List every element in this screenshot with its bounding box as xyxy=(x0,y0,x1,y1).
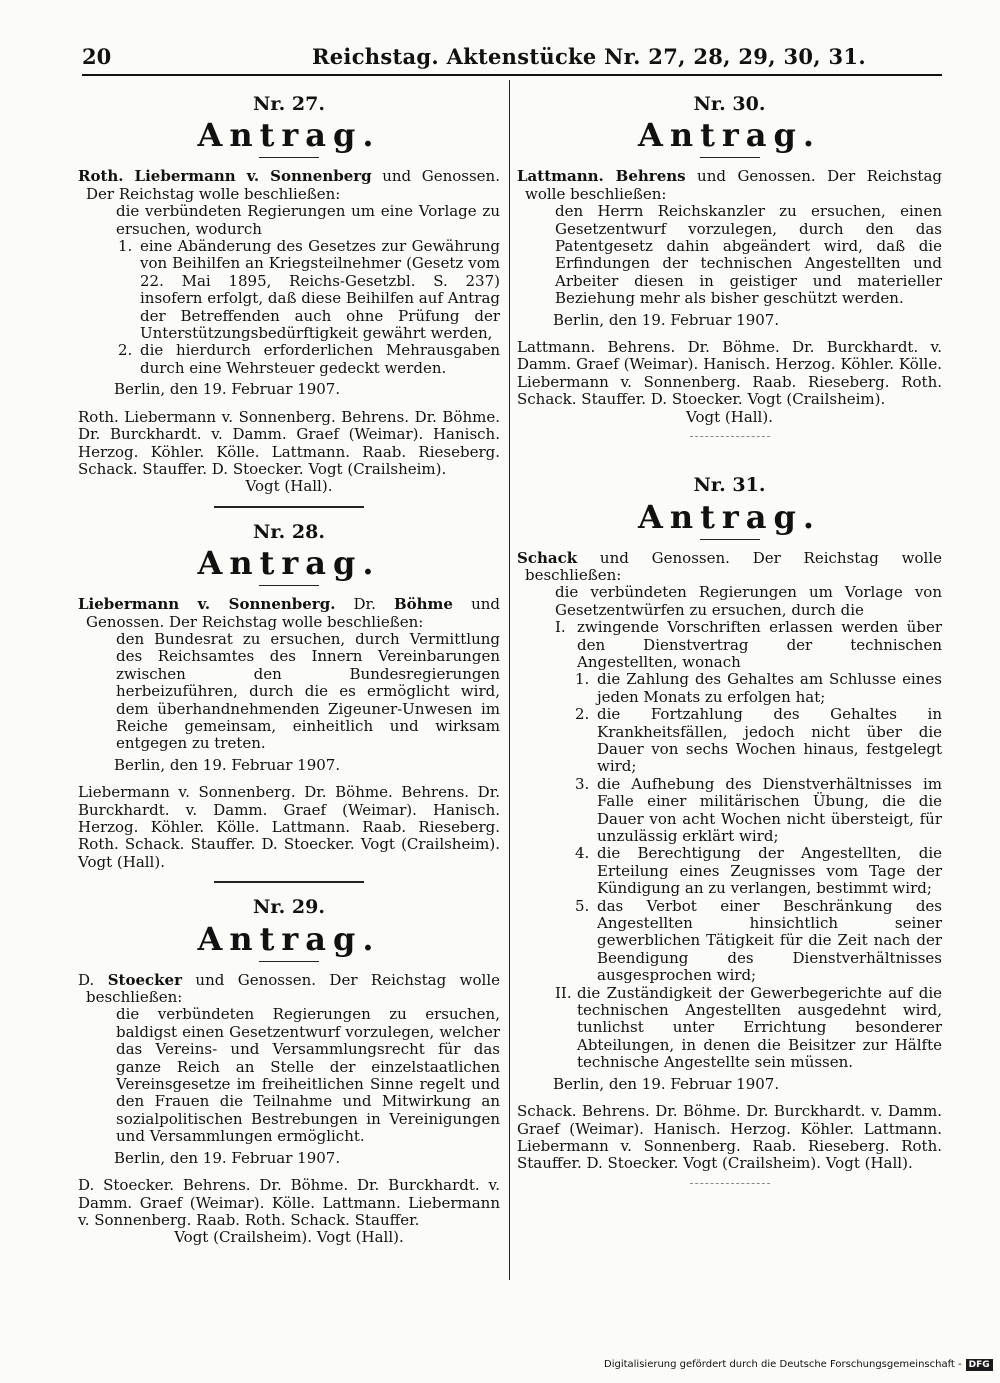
page-number: 20 xyxy=(82,44,112,69)
intro-text: Dr. xyxy=(335,595,394,614)
running-title: Reichstag. Aktenstücke Nr. 27, 28, 29, 30, 31. xyxy=(312,44,866,69)
motion-date: Berlin, den 19. Februar 1907. xyxy=(553,1074,780,1093)
motion-title: Antrag. xyxy=(197,919,381,958)
motion-title: Antrag. xyxy=(197,544,381,583)
motion-30 xyxy=(517,93,942,437)
item-text: die Berechtigung der Angestellten, die Erteilung eines Zeugnisses vom Tage der Kündigung an zu verlangen, bestimmt wird; xyxy=(597,844,942,898)
motion-body: die verbündeten Regierungen um Vorlage von Gesetzentwürfen zu ersuchen, durch die xyxy=(555,583,942,619)
section-rule xyxy=(690,1183,770,1184)
list-item xyxy=(575,845,942,897)
motion-number: Nr. 29. xyxy=(253,896,325,919)
footer-text: Digitalisierung gefördert durch die Deutsche Forschungsgemeinschaft - xyxy=(604,1359,962,1370)
motion-number: Nr. 28. xyxy=(253,520,325,543)
list-item xyxy=(118,342,500,377)
section-rule xyxy=(214,881,364,883)
motion-title: Antrag. xyxy=(638,116,821,155)
item-text: die Zahlung des Gehaltes am Schlusse eines jeden Monats zu erfolgen hat; xyxy=(597,670,942,706)
motion-28 xyxy=(78,520,500,884)
intro-text: und Genossen. Der Reichstag wolle beschließen: xyxy=(86,595,500,631)
section-rule xyxy=(690,436,770,437)
list-item xyxy=(575,776,942,846)
signatories: D. Stoecker. Behrens. Dr. Böhme. Dr. Burckhardt. v. Damm. Graef (Weimar). Kölle. Lattmann. Liebermann v. Sonnenberg. Raab. Roth. Schack. Stauffer. xyxy=(78,1176,500,1229)
intro-text: und Genossen. Der Reichstag wolle beschließen: xyxy=(525,167,942,203)
motion-29 xyxy=(78,896,500,1247)
intro-prefix: D. xyxy=(78,970,108,989)
item-text: die Fortzahlung des Gehaltes in Krankheitsfällen, jedoch nicht über die Dauer von sechs Wochen hinaus, festgelegt wird; xyxy=(597,705,942,776)
item-text: das Verbot einer Beschränkung des Angestellten hinsichtlich seiner gewerblichen Tätigkeit für die Zeit nach der Beendigung des Dienstverhältnisses ausgesprochen wird; xyxy=(597,896,942,985)
signatories: Roth. Liebermann v. Sonnenberg. Behrens. Dr. Böhme. Dr. Burckhardt. v. Damm. Graef (Weimar). Hanisch. Herzog. Köhler. Kölle. Lattmann. Raab. Rieseberg. Schack. Stauffer. D. Stoecker. Vogt (Crailsheim). xyxy=(78,407,500,478)
motion-body: den Herrn Reichskanzler zu ersuchen, einen Gesetzentwurf vorzulegen, durch den das Patentgesetz dahin abgeändert wird, daß die Erfindungen der technischen Angestellten und Arbeiter diesen in geistiger und materieller Beziehung mehr als bisher geschützt werden. xyxy=(555,202,942,308)
roman-number: II. xyxy=(555,983,572,1002)
motion-date: Berlin, den 19. Februar 1907. xyxy=(553,310,780,329)
motion-number: Nr. 31. xyxy=(693,474,766,497)
proposer-names: Liebermann v. Sonnenberg. xyxy=(78,595,336,614)
motion-intro xyxy=(78,972,500,1007)
list-item xyxy=(118,238,500,342)
title-rule xyxy=(259,585,319,586)
motion-number: Nr. 30. xyxy=(693,93,766,115)
dfg-logo: DFG xyxy=(966,1359,993,1371)
motion-date: Berlin, den 19. Februar 1907. xyxy=(114,1148,341,1167)
proposer-names: Roth. Liebermann v. Sonnenberg xyxy=(78,167,372,186)
item-number: 5. xyxy=(575,896,590,915)
motion-title: Antrag. xyxy=(638,497,821,536)
intro-text: und Genossen. Der Reichstag wolle beschließen: xyxy=(86,970,500,1007)
motion-date: Berlin, den 19. Februar 1907. xyxy=(114,380,341,399)
item-text: die hierdurch erforderlichen Mehrausgaben durch eine Wehrsteuer gedeckt werden. xyxy=(140,341,500,377)
motion-title: Antrag. xyxy=(197,116,381,155)
roman-text: die Zuständigkeit der Gewerbegerichte auf die technischen Angestellten ausgedehnt wird, tunlichst unter Errichtung besonderer Abteilungen, in denen die Beisitzer zur Hälfte technische Angestellte sein müssen. xyxy=(577,983,942,1072)
motion-body: die verbündeten Regierungen um eine Vorlage zu ersuchen, wodurch xyxy=(116,202,500,238)
signatories-last-line: Vogt (Hall). xyxy=(245,477,333,496)
item-number: 2. xyxy=(118,341,133,360)
intro-text: und Genossen. Der Reichstag wolle beschließen: xyxy=(525,548,942,584)
motion-intro xyxy=(78,168,500,203)
right-column xyxy=(517,88,942,1200)
proposer-names: Stoecker xyxy=(107,970,182,989)
motion-number: Nr. 27. xyxy=(253,93,325,115)
title-rule xyxy=(700,157,760,158)
left-column xyxy=(78,88,500,1247)
motion-27 xyxy=(78,93,500,508)
motion-body: die verbündeten Regierungen zu ersuchen, baldigst einen Gesetzentwurf vorzulegen, welcher das Vereins- und Versammlungsrecht für das ganze Reich an Stelle der einzelstaatlichen Vereinsgesetze im freiheitlichen Sinne regelt und den Frauen die Teilnahme und Mitwirkung an sozialpolitischen Bestrebungen in Vereinigungen und Versammlungen ermöglicht. xyxy=(116,1005,500,1146)
roman-text: zwingende Vorschriften erlassen werden über den Dienstvertrag der technischen Angestellten, wonach xyxy=(577,618,942,671)
proposer-names: Böhme xyxy=(393,595,453,614)
item-number: 2. xyxy=(575,705,590,724)
section-rule xyxy=(214,506,364,508)
list-item xyxy=(575,671,942,706)
title-rule xyxy=(700,539,760,540)
list-item xyxy=(575,706,942,776)
signatories: Lattmann. Behrens. Dr. Böhme. Dr. Burckhardt. v. Damm. Graef (Weimar). Hanisch. Herzog. Köhler. Kölle. Liebermann v. Sonnenberg. Raab. Rieseberg. Roth. Schack. Stauffer. D. Stoecker. Vogt (Crailsheim). xyxy=(517,338,942,409)
motion-intro xyxy=(517,550,942,585)
signatories-last-line: Vogt (Hall). xyxy=(686,407,773,426)
item-number: 4. xyxy=(575,844,590,863)
list-item xyxy=(575,898,942,985)
title-rule xyxy=(259,157,319,158)
signatories-last-line: Vogt (Crailsheim). Vogt (Hall). xyxy=(174,1228,404,1247)
column-divider xyxy=(509,80,510,1280)
signatories: Schack. Behrens. Dr. Böhme. Dr. Burckhardt. v. Damm. Graef (Weimar). Hanisch. Herzog. Köhler. Lattmann. Liebermann v. Sonnenberg. Raab. Rieseberg. Roth. Stauffer. D. Stoecker. Vogt (Crailsheim). Vogt (Hall). xyxy=(517,1102,942,1173)
intro-text: und Genossen. Der Reichstag wolle beschließen: xyxy=(86,167,500,203)
item-number: 1. xyxy=(575,670,590,689)
motion-intro xyxy=(517,168,942,203)
item-number: 1. xyxy=(118,237,133,256)
motion-31 xyxy=(517,474,942,1184)
item-text: eine Abänderung des Gesetzes zur Gewährung von Beihilfen an Kriegsteilnehmer (Gesetz vom 22. Mai 1895, Reichs-Gesetzbl. S. 237) insofern erfolgt, daß diese Beihilfen auf Antrag der Betreffenden auch ohne Prüfung der Unterstützungsbedürftigkeit gewährt werden, xyxy=(140,237,500,343)
proposer-names: Lattmann. Behrens xyxy=(517,167,686,186)
motion-intro xyxy=(78,596,500,631)
page-header xyxy=(82,44,942,76)
roman-number: I. xyxy=(555,618,566,637)
roman-item xyxy=(555,619,942,671)
item-text: die Aufhebung des Dienstverhältnisses im Falle einer militärischen Übung, die die Dauer von acht Wochen nicht übersteigt, für unzulässig erklärt wird; xyxy=(597,774,942,845)
roman-item xyxy=(555,985,942,1072)
digitization-footer xyxy=(604,1359,993,1371)
signatories: Liebermann v. Sonnenberg. Dr. Böhme. Behrens. Dr. Burckhardt. v. Damm. Graef (Weimar). Hanisch. Herzog. Köhler. Kölle. Lattmann. Raab. Rieseberg. Roth. Schack. Stauffer. D. Stoecker. Vogt (Crailsheim). Vogt (Hall). xyxy=(78,783,500,871)
proposer-names: Schack xyxy=(517,548,578,567)
item-number: 3. xyxy=(575,774,590,793)
title-rule xyxy=(259,961,319,962)
motion-date: Berlin, den 19. Februar 1907. xyxy=(114,755,341,774)
motion-body: den Bundesrat zu ersuchen, durch Vermittlung des Reichsamtes des Innern Vereinbarungen zwischen den Bundesregierungen herbeizuführen, durch die es ermöglicht wird, dem überhandnehmenden Zigeuner-Unwesen im Reiche gemeinsam, einheitlich und wirksam entgegen zu treten. xyxy=(116,629,500,753)
